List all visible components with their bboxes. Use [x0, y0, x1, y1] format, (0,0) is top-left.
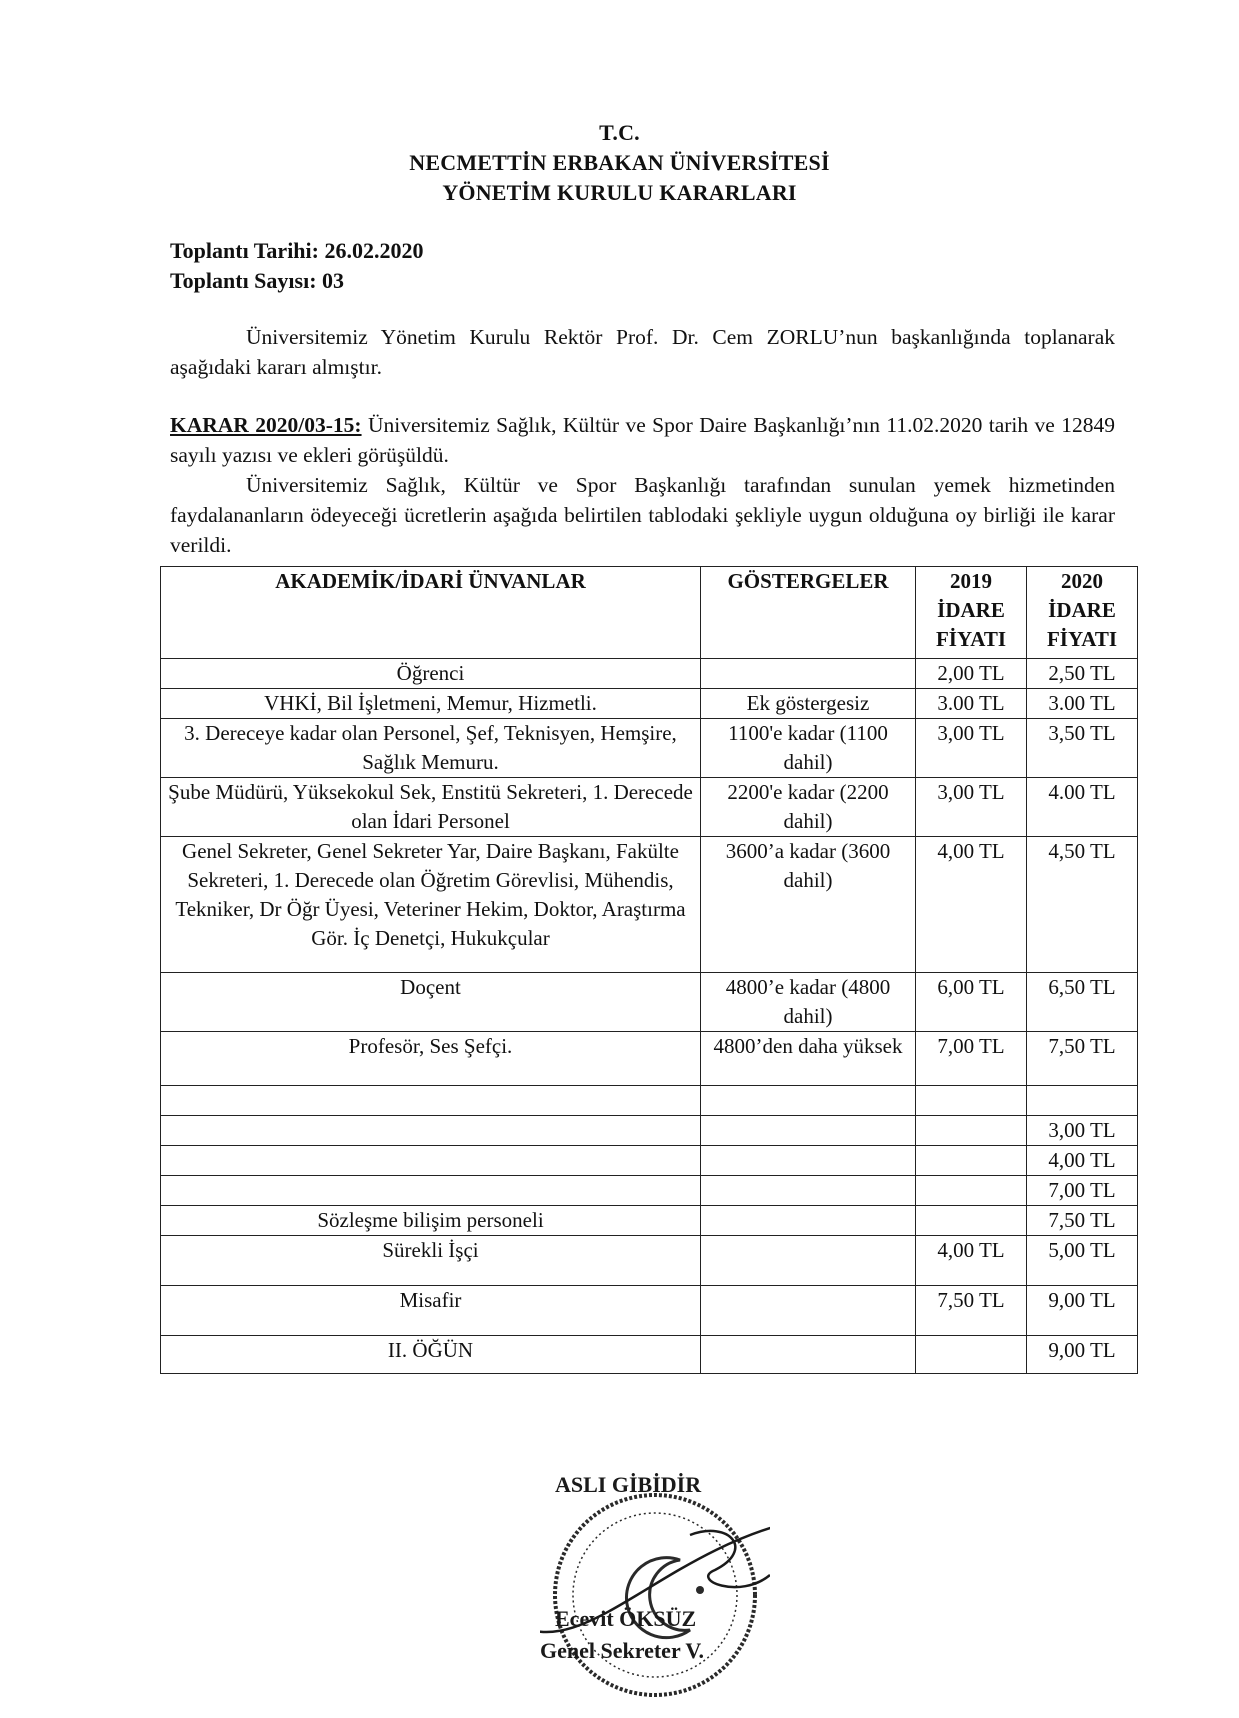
signatory-title: Genel Sekreter V. [540, 1638, 704, 1663]
table-row [161, 1286, 1138, 1336]
row-title: Genel Sekreter, Genel Sekreter Yar, Daire Başkanı, Fakülte Sekreteri, 1. Derecede olan Öğretim Görevlisi, Mühendis, Tekniker, Dr Öğr Üyesi, Veteriner Hekim, Doktor, Araştırma Gör. İç Denetçi, Hukukçular [161, 837, 701, 973]
row-title [161, 1146, 701, 1176]
row-title: Öğrenci [161, 659, 701, 689]
header-price-2020 [1027, 567, 1138, 659]
decision-text-1: Üniversitemiz Sağlık, Kültür ve Spor Daire Başkanlığı’nın 11.02.2020 tarih ve 12849 sayılı yazısı ve ekleri görüşüldü. [170, 413, 1115, 467]
row-price-2020: 3,00 TL [1027, 1116, 1138, 1146]
row-price-2019: 6,00 TL [916, 973, 1027, 1032]
meeting-number: Toplantı Sayısı: 03 [170, 268, 345, 293]
fee-table-header-row [161, 567, 1138, 659]
row-title [161, 1116, 701, 1146]
header-2020-line-a: İDARE [1048, 598, 1116, 622]
row-title [161, 1086, 701, 1116]
intro-text: Üniversitemiz Yönetim Kurulu Rektör Prof. Dr. Cem ZORLU’nun başkanlığında toplanarak aşağıdaki kararı almıştır. [170, 325, 1115, 379]
row-price-2020: 9,00 TL [1027, 1336, 1138, 1374]
table-row [161, 1086, 1138, 1116]
header-board-decisions: YÖNETİM KURULU KARARLARI [442, 180, 797, 205]
row-price-2019 [916, 1206, 1027, 1236]
row-price-2020: 3,50 TL [1027, 719, 1138, 778]
row-price-2019: 2,00 TL [916, 659, 1027, 689]
header-tc: T.C. [599, 120, 640, 145]
row-price-2020 [1027, 1086, 1138, 1116]
table-row [161, 837, 1138, 973]
row-price-2020: 3.00 TL [1027, 689, 1138, 719]
intro-paragraph [170, 322, 1115, 382]
row-title: Profesör, Ses Şefçi. [161, 1032, 701, 1086]
header-2019-line-b: FİYATI [935, 627, 1007, 651]
row-title: 3. Dereceye kadar olan Personel, Şef, Teknisyen, Hemşire, Sağlık Memuru. [161, 719, 701, 778]
row-indicator [701, 1116, 916, 1146]
row-indicator [701, 1286, 916, 1336]
row-title: VHKİ, Bil İşletmeni, Memur, Hizmetli. [161, 689, 701, 719]
table-row [161, 1206, 1138, 1236]
row-indicator [701, 659, 916, 689]
row-indicator [701, 1146, 916, 1176]
row-indicator [701, 1176, 916, 1206]
header-2020-line-b: FİYATI [1046, 627, 1118, 651]
row-price-2019: 3,00 TL [916, 778, 1027, 837]
row-price-2019 [916, 1176, 1027, 1206]
header-indicators: GÖSTERGELER [701, 567, 916, 659]
row-title [161, 1176, 701, 1206]
signatory-name: Ecevit ÖKSÜZ [555, 1606, 697, 1631]
fee-table [160, 566, 1138, 1374]
header-university: NECMETTİN ERBAKAN ÜNİVERSİTESİ [409, 150, 830, 175]
signature-block [440, 1460, 800, 1700]
row-price-2020: 7,50 TL [1027, 1206, 1138, 1236]
row-price-2019 [916, 1336, 1027, 1374]
row-price-2019 [916, 1146, 1027, 1176]
row-title: Doçent [161, 973, 701, 1032]
row-price-2020: 7,50 TL [1027, 1032, 1138, 1086]
row-price-2020: 2,50 TL [1027, 659, 1138, 689]
row-indicator [701, 1086, 916, 1116]
table-row [161, 973, 1138, 1032]
table-row [161, 1116, 1138, 1146]
row-price-2020: 4,00 TL [1027, 1146, 1138, 1176]
row-title: Sürekli İşçi [161, 1236, 701, 1286]
table-row [161, 1032, 1138, 1086]
row-price-2020: 5,00 TL [1027, 1236, 1138, 1286]
row-indicator: 4800’den daha yüksek [701, 1032, 916, 1086]
meeting-date: Toplantı Tarihi: 26.02.2020 [170, 238, 424, 263]
row-indicator: 3600’a kadar (3600 dahil) [701, 837, 916, 973]
row-indicator: 2200'e kadar (2200 dahil) [701, 778, 916, 837]
row-price-2019: 4,00 TL [916, 1236, 1027, 1286]
table-row [161, 1146, 1138, 1176]
table-row [161, 1336, 1138, 1374]
fee-table-body [161, 659, 1138, 1374]
header-titles: AKADEMİK/İDARİ ÜNVANLAR [161, 567, 701, 659]
table-row [161, 719, 1138, 778]
decision-paragraph [170, 410, 1115, 560]
decision-text-2: Üniversitemiz Sağlık, Kültür ve Spor Başkanlığı tarafından sunulan yemek hizmetinden faydalananların ödeyeceği ücretlerin aşağıda belirtilen tablodaki şekliyle uygun olduğuna oy birliği ile karar verildi. [170, 473, 1115, 557]
row-price-2020: 4,50 TL [1027, 837, 1138, 973]
row-title: Şube Müdürü, Yüksekokul Sek, Enstitü Sekreteri, 1. Derecede olan İdari Personel [161, 778, 701, 837]
header-price-2019 [916, 567, 1027, 659]
row-price-2019: 4,00 TL [916, 837, 1027, 973]
table-row [161, 659, 1138, 689]
row-price-2020: 7,00 TL [1027, 1176, 1138, 1206]
table-row [161, 1236, 1138, 1286]
row-title: Sözleşme bilişim personeli [161, 1206, 701, 1236]
table-row [161, 689, 1138, 719]
header-2020-year: 2020 [1061, 569, 1103, 593]
row-indicator [701, 1236, 916, 1286]
certified-copy-mark: ASLI GİBİDİR [555, 1472, 702, 1497]
table-row [161, 1176, 1138, 1206]
row-price-2019 [916, 1086, 1027, 1116]
row-indicator: 4800’e kadar (4800 dahil) [701, 973, 916, 1032]
row-indicator [701, 1336, 916, 1374]
row-price-2019: 7,50 TL [916, 1286, 1027, 1336]
table-row [161, 778, 1138, 837]
row-price-2019: 3,00 TL [916, 719, 1027, 778]
row-price-2020: 4.00 TL [1027, 778, 1138, 837]
row-indicator [701, 1206, 916, 1236]
row-indicator: 1100'e kadar (1100 dahil) [701, 719, 916, 778]
header-2019-year: 2019 [950, 569, 992, 593]
official-seal-icon [540, 1480, 770, 1710]
row-price-2019: 3.00 TL [916, 689, 1027, 719]
decision-label: KARAR 2020/03-15: [170, 413, 362, 437]
row-price-2019 [916, 1116, 1027, 1146]
row-title: Misafir [161, 1286, 701, 1336]
row-indicator: Ek göstergesiz [701, 689, 916, 719]
header-2019-line-a: İDARE [937, 598, 1005, 622]
row-title: II. ÖĞÜN [161, 1336, 701, 1374]
row-price-2019: 7,00 TL [916, 1032, 1027, 1086]
row-price-2020: 9,00 TL [1027, 1286, 1138, 1336]
row-price-2020: 6,50 TL [1027, 973, 1138, 1032]
